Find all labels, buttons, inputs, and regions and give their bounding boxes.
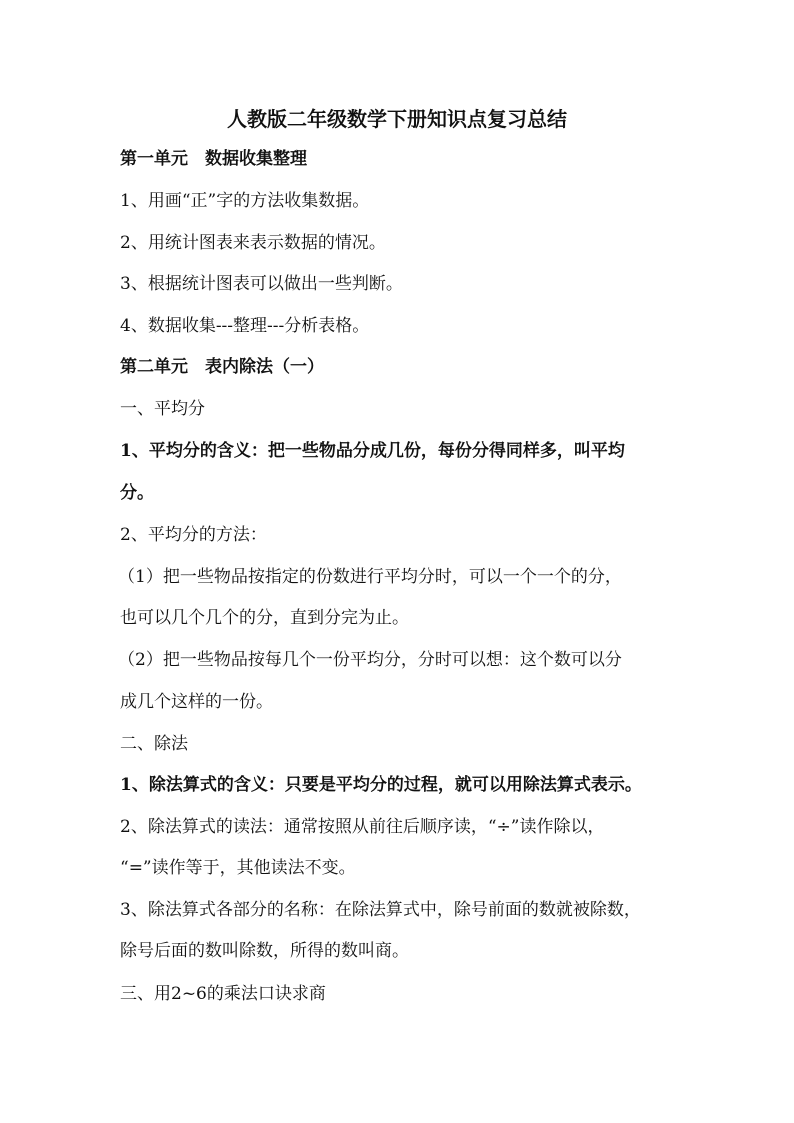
paragraph-line: 4、数据收集---整理---分析表格。: [120, 316, 370, 336]
paragraph-line: 1、用画“正”字的方法收集数据。: [120, 191, 370, 211]
paragraph-line: 2、除法算式的读法：通常按照从前往后顺序读，“÷”读作除以，: [120, 817, 605, 837]
paragraph-line: 3、根据统计图表可以做出一些判断。: [120, 274, 403, 294]
section-heading: 二、除法: [120, 734, 188, 754]
paragraph-line: 也可以几个几个的分，直到分完为止。: [120, 608, 409, 628]
section-heading: 一、平均分: [120, 399, 205, 419]
paragraph-line: 分。: [120, 483, 154, 503]
paragraph-line: 1、除法算式的含义：只要是平均分的过程，就可以用除法算式表示。: [120, 775, 642, 795]
paragraph-line: （2）把一些物品按每几个一份平均分，分时可以想：这个数可以分: [118, 650, 622, 670]
paragraph-line: （1）把一些物品按指定的份数进行平均分时，可以一个一个的分，: [118, 567, 622, 587]
paragraph-line: “=”读作等于，其他读法不变。: [120, 858, 356, 878]
document-title: 人教版二年级数学下册知识点复习总结: [227, 107, 567, 131]
paragraph-line: 除号后面的数叫除数，所得的数叫商。: [120, 941, 409, 961]
section-heading: 三、用2~6的乘法口诀求商: [120, 984, 326, 1004]
paragraph-line: 2、平均分的方法：: [120, 525, 267, 545]
paragraph-line: 1、平均分的含义：把一些物品分成几份，每份分得同样多，叫平均: [120, 441, 625, 461]
paragraph-line: 3、除法算式各部分的名称：在除法算式中，除号前面的数就被除数，: [120, 900, 641, 920]
paragraph-line: 2、用统计图表来表示数据的情况。: [120, 233, 386, 253]
unit-heading-1: 第一单元 数据收集整理: [120, 149, 307, 169]
unit-heading-2: 第二单元 表内除法（一）: [120, 357, 324, 377]
paragraph-line: 成几个这样的一份。: [120, 692, 273, 712]
